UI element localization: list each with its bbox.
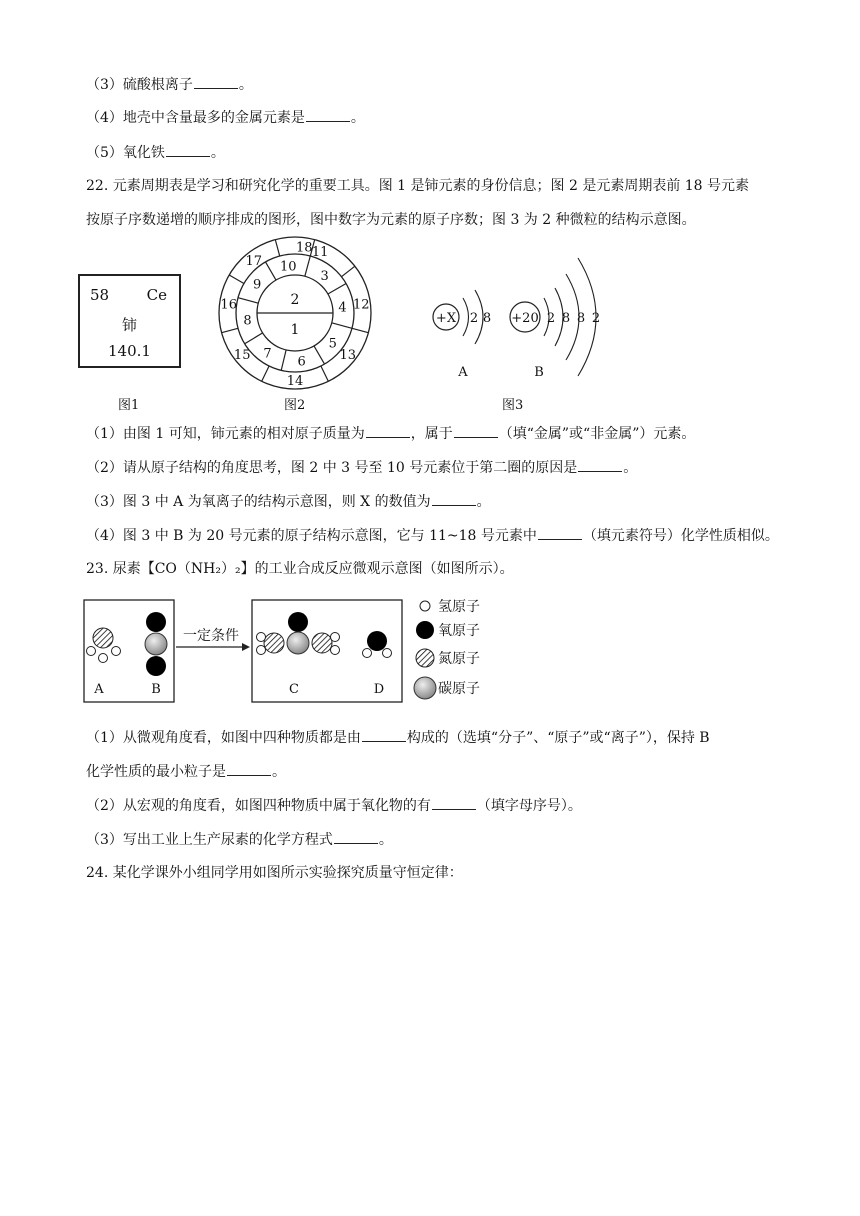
q22-part-1-text-b: ，属于	[410, 426, 453, 442]
center-top-number: 2	[290, 292, 300, 308]
q23-part-2-text-a: （2）从宏观的角度看，如图四种物质中属于氧化物的有	[86, 798, 431, 814]
answer-blank[interactable]	[366, 423, 410, 438]
q23-part-3-text-a: （3）写出工业上生产尿素的化学方程式	[86, 832, 333, 848]
element-symbol: Ce	[146, 286, 167, 304]
item-4-end: 。	[350, 110, 365, 126]
figure-1-caption: 图1	[118, 398, 140, 413]
item-3-line	[86, 74, 253, 95]
answer-blank[interactable]	[334, 829, 378, 844]
q22-part-2	[86, 457, 637, 478]
ring2-number-5: 5	[328, 336, 337, 352]
ring3-divider	[321, 366, 328, 381]
q23-part-2-text-b: （填字母序号）。	[476, 798, 582, 814]
q22-part-4-text-a: （4）图 3 中 B 为 20 号元素的原子结构示意图，它与 11~18 号元素中	[86, 528, 537, 544]
item-3-end: 。	[238, 77, 253, 93]
legend-nitrogen: 氮原子	[438, 651, 480, 667]
q22-part-3	[86, 491, 491, 512]
periodic-ring-diagram	[212, 232, 378, 392]
molecule-c	[257, 612, 340, 655]
ring2-number-9: 9	[253, 277, 262, 293]
ring3-number-13: 13	[339, 348, 357, 364]
item-5-line	[86, 142, 225, 163]
atomic-number: 58	[90, 286, 110, 304]
ring2-number-3: 3	[320, 269, 329, 285]
label-c: C	[289, 682, 299, 697]
ring2-divider	[266, 262, 277, 280]
q22-part-1-text-c: （填“金属”或“非金属”）元素。	[498, 426, 696, 442]
ring2-number-10: 10	[280, 259, 297, 275]
item-5-text: （5）氧化铁	[86, 145, 165, 161]
a-nucleus-charge: +X	[435, 311, 457, 326]
answer-blank[interactable]	[306, 107, 350, 122]
cerium-element-card	[78, 274, 181, 368]
q23-part-1-text-a: （1）从微观角度看，如图中四种物质都是由	[86, 730, 361, 746]
ring3-divider	[342, 266, 355, 277]
answer-blank[interactable]	[432, 795, 476, 810]
legend-oxygen: 氧原子	[438, 623, 480, 639]
question-23-stem: 23. 尿素【CO（NH₂）₂】的工业合成反应微观示意图（如图所示）。	[86, 561, 514, 577]
label-a: A	[94, 682, 104, 697]
ring3-divider	[275, 240, 279, 256]
answer-blank[interactable]	[432, 491, 476, 506]
ring3-number-16: 16	[220, 297, 237, 313]
legend-hydrogen: 氢原子	[438, 599, 480, 615]
ring2-divider	[305, 256, 311, 276]
q23-part-1-text-c: 化学性质的最小粒子是	[86, 764, 226, 780]
answer-blank[interactable]	[227, 761, 271, 776]
ring3-number-11: 11	[311, 244, 329, 260]
ring3-divider	[352, 328, 368, 332]
question-22-stem-a: 22. 元素周期表是学习和研究化学的重要工具。图 1 是铈元素的身份信息；图 2 是元素周期表前 18 号元素	[86, 178, 750, 194]
nitrogen-legend-icon	[416, 649, 434, 667]
b-shell-count-4: 2	[591, 311, 601, 326]
molecule-b	[145, 612, 167, 676]
b-nucleus-charge: +20	[511, 311, 539, 326]
ring3-number-12: 12	[353, 297, 370, 313]
b-shell-count-1: 2	[546, 311, 556, 326]
molecule-d	[363, 631, 392, 658]
atom-legend	[414, 599, 480, 699]
figure-3-caption: 图3	[502, 398, 524, 413]
q23-part-1-b	[86, 761, 286, 782]
q22-part-4-text-b: （填元素符号）化学性质相似。	[582, 528, 779, 544]
ring3-number-15: 15	[233, 348, 251, 364]
reaction-arrow-head	[242, 643, 250, 651]
reaction-condition: 一定条件	[183, 628, 239, 644]
q23-part-1-a	[86, 727, 710, 748]
ring3-divider	[262, 366, 269, 381]
question-24-stem: 24. 某化学课外小组同学用如图所示实验探究质量守恒定律：	[86, 865, 463, 881]
item-4-line	[86, 107, 365, 128]
element-name: 铈	[121, 316, 137, 334]
a-shell-count-1: 2	[469, 311, 479, 326]
q23-part-2	[86, 795, 582, 816]
ring3-number-14: 14	[286, 374, 304, 389]
ring2-divider	[332, 323, 352, 329]
ring3-number-17: 17	[245, 254, 263, 270]
answer-blank[interactable]	[362, 727, 406, 742]
ring3-divider	[229, 275, 244, 284]
q22-part-2-text-a: （2）请从原子结构的角度思考，图 2 中 3 号至 10 号元素位于第二圈的原因是	[86, 460, 578, 476]
answer-blank[interactable]	[454, 423, 498, 438]
legend-carbon: 碳原子	[438, 681, 480, 697]
answer-blank[interactable]	[538, 525, 582, 540]
center-bottom-number: 1	[290, 322, 300, 338]
urea-reaction-diagram	[80, 594, 500, 706]
answer-blank[interactable]	[166, 142, 210, 157]
q23-part-3-text-b: 。	[378, 832, 393, 848]
q23-part-1-text-d: 。	[272, 764, 286, 780]
molecule-a	[87, 628, 121, 663]
q22-part-1-text-a: （1）由图 1 可知，铈元素的相对原子质量为	[86, 426, 365, 442]
carbon-legend-icon	[414, 677, 436, 699]
q23-part-1-text-b: 构成的（选填“分子”、“原子”或“离子”），保持 B	[406, 730, 710, 746]
a-shell-count-2: 8	[482, 311, 492, 326]
figure-2-caption: 图2	[284, 398, 306, 413]
a-shell-1	[463, 298, 469, 336]
q22-part-2-text-b: 。	[623, 460, 638, 476]
ring2-number-8: 8	[243, 313, 252, 329]
a-label: A	[458, 365, 468, 380]
ring3-number-18: 18	[296, 240, 313, 256]
oxygen-legend-icon	[416, 621, 434, 639]
q22-part-3-text-a: （3）图 3 中 A 为氧离子的结构示意图，则 X 的数值为	[86, 494, 431, 510]
hydrogen-legend-icon	[420, 601, 430, 611]
ring2-divider	[245, 333, 263, 344]
q22-part-1	[86, 423, 695, 444]
answer-blank[interactable]	[578, 457, 622, 472]
ring2-divider	[328, 284, 346, 295]
b-label: B	[534, 365, 544, 380]
ring2-number-4: 4	[338, 300, 347, 316]
ring2-divider	[281, 350, 286, 370]
answer-blank[interactable]	[194, 74, 238, 89]
particle-structure-diagram	[420, 250, 620, 385]
ring2-number-6: 6	[297, 354, 306, 370]
item-3-text: （3）硫酸根离子	[86, 77, 193, 93]
question-22-stem-b: 按原子序数递增的顺序排成的图形，图中数字为元素的原子序数；图 3 为 2 种微粒的结构示意图。	[86, 212, 696, 228]
item-4-text: （4）地壳中含量最多的金属元素是	[86, 110, 305, 126]
b-shell-count-2: 8	[561, 311, 571, 326]
q22-part-3-text-b: 。	[476, 494, 491, 510]
q23-part-3	[86, 829, 393, 850]
ring3-divider	[222, 328, 238, 332]
item-5-end: 。	[210, 145, 225, 161]
ring2-number-7: 7	[263, 346, 272, 362]
q22-part-4	[86, 525, 779, 546]
label-b: B	[151, 682, 161, 697]
ring2-divider	[238, 298, 258, 304]
b-shell-count-3: 8	[576, 311, 586, 326]
atomic-mass: 140.1	[108, 342, 151, 360]
ring2-divider	[314, 346, 325, 364]
label-d: D	[373, 682, 385, 697]
